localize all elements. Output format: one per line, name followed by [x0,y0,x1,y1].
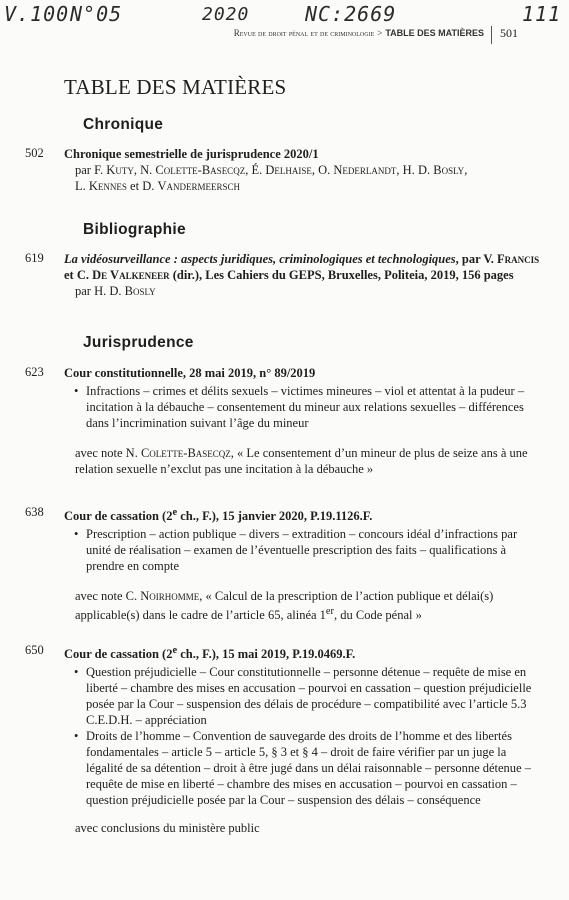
keyword-item: • Infractions – crimes et délits sexuels – victimes mineures – viol et attentat à la pudeur – incitation à la débauche – consentement du mineur aux relations sexuelles – différences dans l’incrimination suivant l’âge du mineur [86,383,545,431]
text: L. [75,179,89,193]
running-header [234,28,484,38]
entry-note [64,445,545,477]
entry-note: avec conclusions du ministère public [75,821,260,836]
author-name: Delhaise [265,163,312,177]
page-number: 501 [491,26,518,44]
entry-body [64,643,545,836]
text: , H. D. [396,163,434,177]
superscript: e [172,507,178,518]
superscript: er [325,606,335,618]
handwritten-volume: V.100 [4,2,70,26]
entry-note [64,588,545,623]
entry-body [64,251,545,299]
keyword-item: • Droits de l’homme – Convention de sauvegarde des droits de l’homme et des libertés fondamentales – article 5 – article 5, § 3 et § 4 – droit de faire vérifier par un juge la légalité de sa détention – droit à être jugé dans un délai raisonnable – personne détenue – requête de mise en liberté – chambre des mises en accusation – pourvoi en cassation – question préjudicielle posée par la Cour – suspension des délais – conséquence [86,728,545,808]
author-name: Colette-Basecqz [155,163,246,177]
entry-body [64,146,545,194]
page-title: TABLE DES MATIÈRES [64,75,287,99]
header-section: TABLE DES MATIÈRES [385,28,484,38]
keyword-item: • Question préjudicielle – Cour constitutionnelle – personne détenue – requête de mise en liberté – chambre des mises en accusation – pourvoi en cassation – question préjudicielle posée par la Cour – suspension des délais de procédure – compatibilité avec l’article 5.3 C.E.D.H. – appréciation [86,664,545,728]
author-name: Bosly [433,163,465,177]
author-name: Kennes [88,179,127,193]
text: avec note C. [75,589,141,604]
text: Cour de cassation (2 [64,647,173,662]
toc-entry-502 [25,146,545,194]
text: par H. D. [75,284,125,298]
entry-authors [64,283,545,299]
entry-page: 650 [25,643,44,657]
handwritten-reference: NC:2669 [305,2,397,26]
keyword-list [64,383,545,431]
text: par F. [75,163,107,177]
entry-page: 638 [25,505,44,519]
entry-page: 623 [25,365,44,379]
text: (dir.), Les Cahiers du GEPS, Bruxelles, Politeia, 2019, 156 pages [169,268,514,282]
keyword-item: • Prescription – action publique – divers – extradition – concours idéal d’infractions par unité de réalisation – examen de l’éventuelle prescription des faits – qualifications à prendre en compte [86,526,545,574]
section-jurisprudence: Jurisprudence [83,334,194,351]
entry-title [64,505,545,524]
text: , « Calcul de la prescription de l’action publique et délai(s) applicable(s) dans le cadre de l’article 65, alinéa 1 [75,589,494,623]
keyword-list [64,526,545,574]
entry-page: 619 [25,251,44,265]
header-arrow: > [377,28,383,38]
text: , É. [245,163,266,177]
entry-body [64,365,545,477]
text: , du Code pénal » [334,608,422,623]
author-name: Kuty [106,163,134,177]
entry-title: Chronique semestrielle de jurisprudence 2020/1 [64,147,319,161]
author-name: Colette-Basecqz [140,446,231,460]
toc-entry-638 [25,505,545,623]
handwritten-year: 2020 [202,4,250,25]
author-name: Bosly [124,284,156,298]
text: , O. [311,163,334,177]
handwritten-mark: 111 [522,2,562,26]
entry-title: Cour constitutionnelle, 28 mai 2019, n° 89/2019 [64,366,316,380]
keyword-list [64,664,545,808]
journal-name: Revue de droit pénal et de criminologie [233,28,375,38]
text: ch., F.), 15 janvier 2020, P.19.1126.F. [177,509,373,524]
text: , par V. [455,252,498,266]
entry-body [64,505,545,623]
author-name: Noirhomme [140,589,200,604]
author-name: Nederlandt [333,163,397,177]
author-name: Vandermeersch [157,179,241,193]
section-chronique: Chronique [83,116,164,133]
toc-entry-650 [25,643,545,836]
text: , N. [133,163,156,177]
entry-page: 502 [25,146,44,160]
handwritten-number: N°05 [70,2,123,26]
entry-title [64,643,545,662]
text: avec note N. [75,446,141,460]
text: Cour de cassation (2 [64,509,173,524]
toc-entry-619 [25,251,545,299]
superscript: e [172,645,178,656]
text: et D. [126,179,158,193]
text: et C. [64,268,93,282]
text: , « Le consentement d’un mineur de plus de seize ans à une relation sexuelle n’exclut pas une incitation à la débauche » [75,446,528,476]
section-bibliographie: Bibliographie [83,221,186,238]
entry-title [64,251,545,283]
author-name: Francis [497,252,540,266]
text: ch., F.), 15 mai 2019, P.19.0469.F. [177,647,356,662]
toc-entry-623 [25,365,545,477]
book-title: La vidéosurveillance : aspects juridiques, criminologiques et technologiques [64,252,456,266]
text: , [464,163,468,177]
entry-authors [64,162,545,194]
author-name: De Valkeneer [92,268,170,282]
